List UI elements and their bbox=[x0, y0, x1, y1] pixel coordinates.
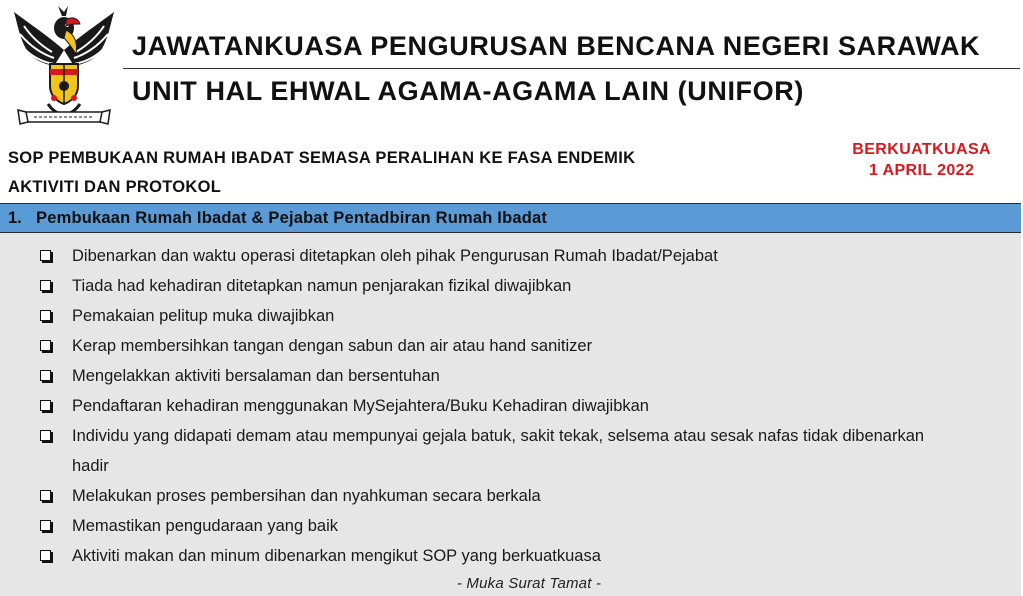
checkbox-bullet-icon bbox=[40, 430, 51, 441]
list-item bbox=[0, 421, 1021, 481]
page-end-note: - Muka Surat Tamat - bbox=[456, 575, 602, 592]
list-item bbox=[0, 481, 1021, 511]
list-item bbox=[0, 391, 1021, 421]
title-divider bbox=[123, 68, 1020, 69]
checkbox-bullet-icon bbox=[40, 550, 51, 561]
list-item-text: Memastikan pengudaraan yang baik bbox=[72, 517, 339, 535]
section-content bbox=[0, 233, 1021, 596]
list-item-text: Aktiviti makan dan minum dibenarkan mengikut SOP yang berkuatkuasa bbox=[72, 547, 601, 565]
checkbox-bullet-icon bbox=[40, 490, 51, 501]
list-item-text: Melakukan proses pembersihan dan nyahkuman secara berkala bbox=[72, 487, 541, 505]
sop-subtitle: AKTIVITI DAN PROTOKOL bbox=[8, 178, 222, 196]
list-item bbox=[0, 511, 1021, 541]
list-item-text: Pendaftaran kehadiran menggunakan MySejahtera/Buku Kehadiran diwajibkan bbox=[72, 397, 649, 415]
section-title: Pembukaan Rumah Ibadat & Pejabat Pentadbiran Rumah Ibadat bbox=[36, 208, 548, 227]
list-item bbox=[0, 271, 1021, 301]
list-item-text: Pemakaian pelitup muka diwajibkan bbox=[72, 307, 335, 325]
checkbox-bullet-icon bbox=[40, 520, 51, 531]
list-item bbox=[0, 331, 1021, 361]
list-item bbox=[0, 541, 1021, 571]
list-item bbox=[0, 361, 1021, 391]
sop-title: SOP PEMBUKAAN RUMAH IBADAT SEMASA PERALIHAN KE FASA ENDEMIK bbox=[8, 149, 636, 167]
list-item bbox=[0, 241, 1021, 271]
checkbox-bullet-icon bbox=[40, 280, 51, 291]
unit-title: UNIT HAL EHWAL AGAMA-AGAMA LAIN (UNIFOR) bbox=[132, 76, 804, 106]
checkbox-bullet-icon bbox=[40, 310, 51, 321]
checkbox-bullet-icon bbox=[40, 400, 51, 411]
effective-label: BERKUATKUASA bbox=[852, 141, 991, 158]
protocol-list bbox=[0, 241, 1021, 571]
list-item-text: Tiada had kehadiran ditetapkan namun penjarakan fizikal diwajibkan bbox=[72, 277, 572, 295]
list-item bbox=[0, 301, 1021, 331]
list-item-text: Dibenarkan dan waktu operasi ditetapkan oleh pihak Pengurusan Rumah Ibadat/Pejabat bbox=[72, 247, 718, 265]
org-title: JAWATANKUASA PENGURUSAN BENCANA NEGERI SARAWAK bbox=[132, 31, 981, 61]
checkbox-bullet-icon bbox=[40, 250, 51, 261]
list-item-text: Mengelakkan aktiviti bersalaman dan bersentuhan bbox=[72, 367, 440, 385]
checkbox-bullet-icon bbox=[40, 340, 51, 351]
checkbox-bullet-icon bbox=[40, 370, 51, 381]
sarawak-coat-of-arms-icon bbox=[8, 6, 120, 132]
effective-date: 1 APRIL 2022 bbox=[868, 162, 975, 179]
list-item-text: Individu yang didapati demam atau mempunyai gejala batuk, sakit tekak, selsema atau sesak nafas tidak dibenarkan hadir bbox=[72, 427, 925, 475]
list-item-text: Kerap membersihkan tangan dengan sabun dan air atau hand sanitizer bbox=[72, 337, 593, 355]
effective-notice bbox=[852, 139, 991, 181]
section-header bbox=[0, 203, 1021, 233]
section-number: 1. bbox=[8, 208, 22, 227]
